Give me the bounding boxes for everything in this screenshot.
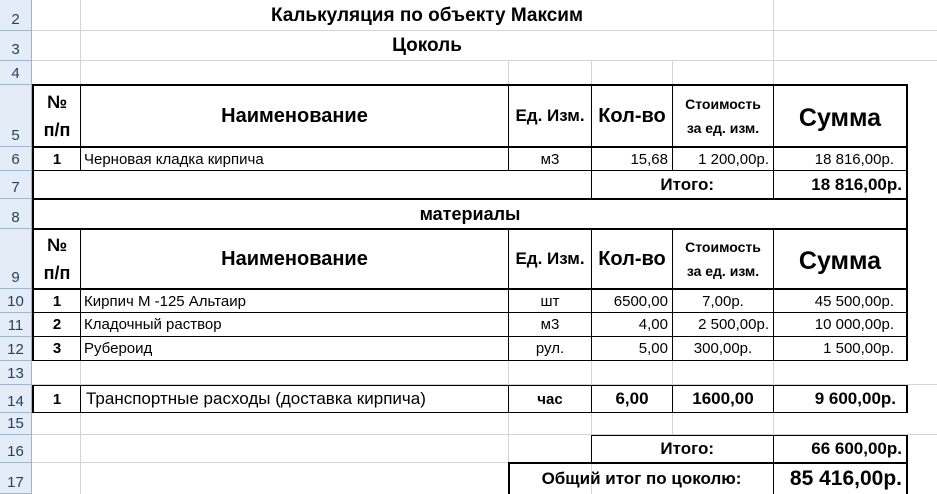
gridline [508,61,509,85]
cell-sum[interactable]: 9 600,00р. [814,389,896,408]
border [32,412,907,413]
cell-unit[interactable]: шт [540,292,560,310]
cell-price[interactable]: 7,00р. [702,292,744,310]
gridline [591,361,592,385]
row-header-9[interactable]: 9 [0,229,32,289]
row-header-14[interactable]: 14 [0,385,32,413]
gridline [32,60,937,61]
header-unit: Ед. Изм. [515,106,585,125]
gridline [80,435,81,494]
header-sum: Сумма [798,246,882,275]
cell-qty[interactable]: 4,00 [638,316,668,333]
gridline [591,413,592,435]
row-header-11[interactable]: 11 [0,313,32,337]
header-price: Стоимость за ед. изм. [685,239,761,279]
cell-unit[interactable]: рул. [535,340,565,357]
cell-name[interactable]: Кирпич М -125 Альтаир [84,292,246,310]
border [906,198,908,361]
header-num: № п/п [43,235,71,283]
row-header-4[interactable]: 4 [0,61,32,85]
row-header-17[interactable]: 17 [0,463,32,494]
header-qty: Кол-во [598,104,666,127]
border [906,435,908,494]
cell-name[interactable]: Транспортные расходы (доставка кирпича) [86,389,426,408]
row-header-16[interactable]: 16 [0,435,32,463]
border [32,360,907,361]
gridline [508,435,509,463]
gridline [672,413,673,435]
cell-n[interactable]: 1 [52,150,62,168]
cell-qty[interactable]: 5,00 [638,340,668,357]
work-total-value[interactable]: 18 816,00р. [811,174,902,194]
row-header-8[interactable]: 8 [0,199,32,229]
cell-qty[interactable]: 15,68 [630,150,668,168]
gridline [773,361,774,385]
page-subtitle: Цоколь [392,35,462,56]
cell-price[interactable]: 1 200,00р. [698,150,769,168]
cell-price[interactable]: 2 500,00р. [698,316,769,333]
gridline [508,361,509,385]
cell-n[interactable]: 1 [52,390,62,408]
cell-unit[interactable]: м3 [540,316,560,333]
border [80,385,81,413]
gridline [773,0,774,85]
cell-unit[interactable]: час [537,390,563,408]
gridline [591,61,592,85]
page-title: Калькуляция по объекту Максим [270,5,584,26]
cell-n[interactable]: 1 [52,292,62,310]
row-header-15[interactable]: 15 [0,413,32,435]
header-price: Стоимость за ед. изм. [685,96,761,136]
grand-total-label: Общий итог по цоколю: [541,469,742,488]
cell-qty[interactable]: 6500,00 [613,292,668,310]
header-unit: Ед. Изм. [515,249,585,268]
cell-name[interactable]: Рубероид [84,340,153,357]
cell-unit[interactable]: м3 [540,150,560,168]
row-header-12[interactable]: 12 [0,337,32,361]
gridline [80,413,81,435]
header-qty: Кол-во [598,247,666,270]
header-sum: Сумма [798,103,882,132]
cell-n[interactable]: 2 [52,316,62,333]
header-num: № п/п [43,92,71,140]
cell-sum[interactable]: 1 500,00р. [823,340,894,357]
grand-total-value[interactable]: 85 416,00р. [789,467,902,490]
header-name: Наименование [221,247,368,270]
cell-n[interactable]: 3 [52,340,62,357]
row-header-13[interactable]: 13 [0,361,32,385]
row-header-6[interactable]: 6 [0,147,32,171]
materials-total-label: Итого: [660,439,714,458]
gridline [773,413,774,435]
row-header-3[interactable]: 3 [0,31,32,61]
cell-sum[interactable]: 18 816,00р. [814,150,894,168]
materials-total-value[interactable]: 66 600,00р. [811,439,902,458]
row-header-10[interactable]: 10 [0,289,32,313]
gridline [508,413,509,435]
cell-name[interactable]: Кладочный раствор [84,316,222,333]
gridline [672,61,673,85]
cell-qty[interactable]: 6,00 [615,389,649,408]
gridline [672,361,673,385]
cell-sum[interactable]: 10 000,00р. [814,316,894,333]
row-header-2[interactable]: 2 [0,0,32,31]
work-total-label: Итого: [660,174,714,194]
border [906,84,908,199]
materials-title: материалы [419,203,521,224]
row-header-7[interactable]: 7 [0,171,32,199]
cell-name[interactable]: Черновая кладка кирпича [84,150,264,168]
cell-price[interactable]: 1600,00 [692,389,754,408]
border [906,385,908,413]
gridline [32,30,937,31]
cell-price[interactable]: 300,00р. [693,340,753,357]
cell-sum[interactable]: 45 500,00р. [814,292,894,310]
row-header-5[interactable]: 5 [0,85,32,147]
gridline [80,361,81,385]
header-name: Наименование [221,104,368,127]
